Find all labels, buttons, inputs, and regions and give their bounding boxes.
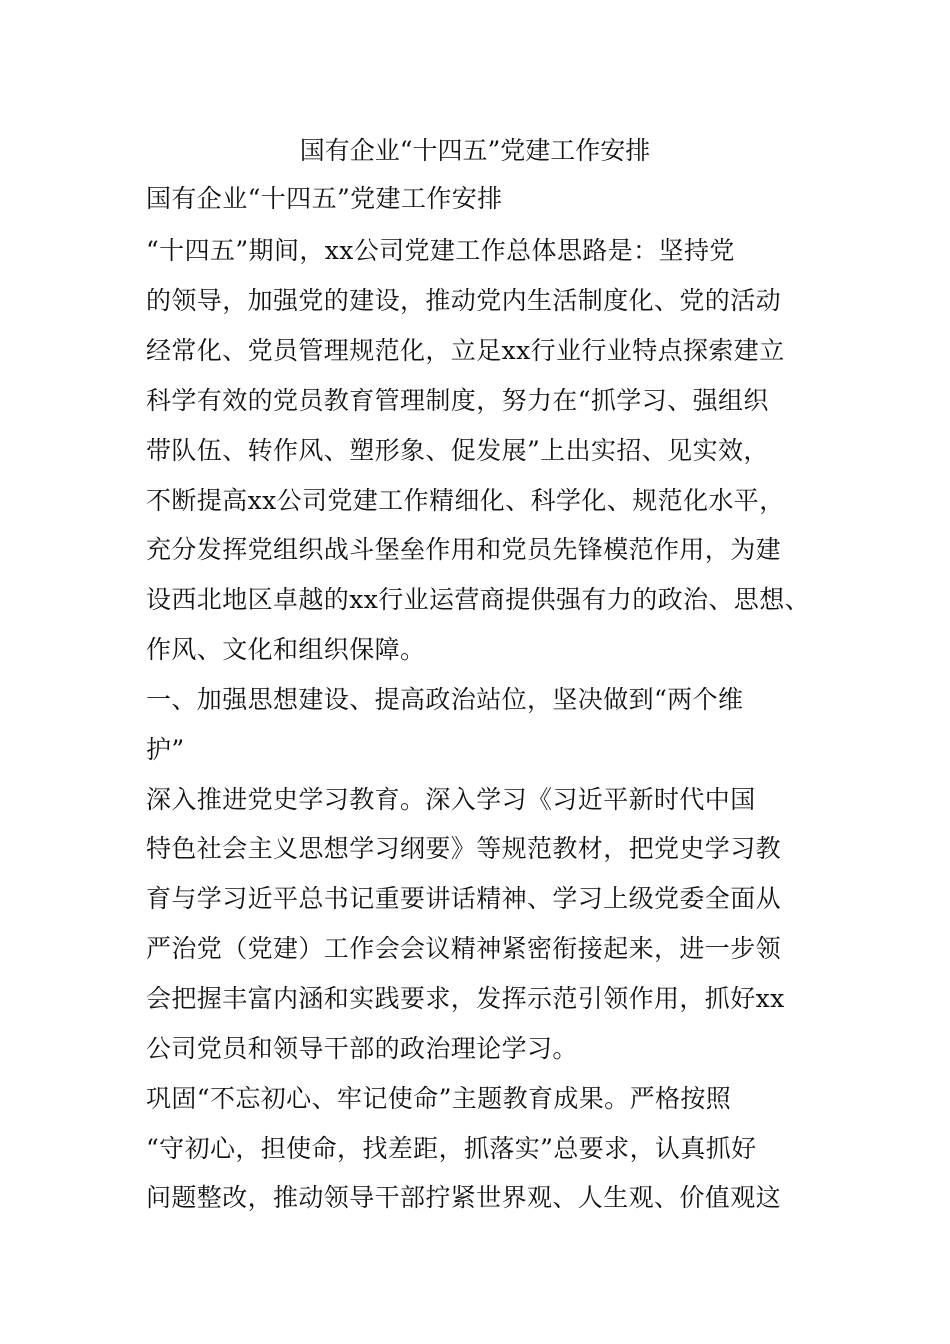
section-heading-line: 一、加强思想建设、提高政治站位，坚决做到“两个维 — [146, 685, 744, 714]
text-line: 经常化、党员管理规范化，立足xx行业行业特点探索建立 — [146, 336, 785, 365]
section-heading-line: 护” — [146, 735, 185, 764]
document-subtitle: 国有企业“十四五”党建工作安排 — [146, 184, 503, 213]
text-line: “守初心，担使命，找差距，抓落实”总要求，认真抓好 — [146, 1134, 757, 1163]
text-line: 充分发挥党组织战斗堡垒作用和党员先锋模范作用，为建 — [146, 535, 782, 564]
text-line: 育与学习近平总书记重要讲话精神、学习上级党委全面从 — [146, 884, 782, 913]
text-line: 特色社会主义思想学习纲要》等规范教材，把党史学习教 — [146, 834, 782, 863]
text-line: 科学有效的党员教育管理制度，努力在“抓学习、强组织 — [146, 386, 769, 415]
text-line: 的领导，加强党的建设，推动党内生活制度化、党的活动 — [146, 286, 782, 315]
text-line: 公司党员和领导干部的政治理论学习。 — [146, 1034, 578, 1063]
text-line: 问题整改，推动领导干部拧紧世界观、人生观、价值观这 — [146, 1183, 782, 1212]
text-line: 设西北地区卓越的xx行业运营商提供强有力的政治、思想、 — [146, 585, 811, 614]
text-line: “十四五”期间，xx公司党建工作总体思路是：坚持党 — [146, 236, 735, 265]
text-line: 会把握丰富内涵和实践要求，发挥示范引领作用，抓好xx — [146, 984, 785, 1013]
text-line: 严治党（党建）工作会会议精神紧密衔接起来，进一步领 — [146, 934, 782, 963]
text-line: 巩固“不忘初心、牢记使命”主题教育成果。严格按照 — [146, 1084, 732, 1113]
document-title: 国有企业“十四五”党建工作安排 — [299, 136, 651, 165]
text-line: 带队伍、转作风、塑形象、促发展”上出实招、见实效， — [146, 436, 769, 465]
text-line: 不断提高xx公司党建工作精细化、科学化、规范化水平， — [146, 486, 785, 515]
text-line: 深入推进党史学习教育。深入学习《习近平新时代中国 — [146, 785, 756, 814]
text-line: 作风、文化和组织保障。 — [146, 635, 426, 664]
